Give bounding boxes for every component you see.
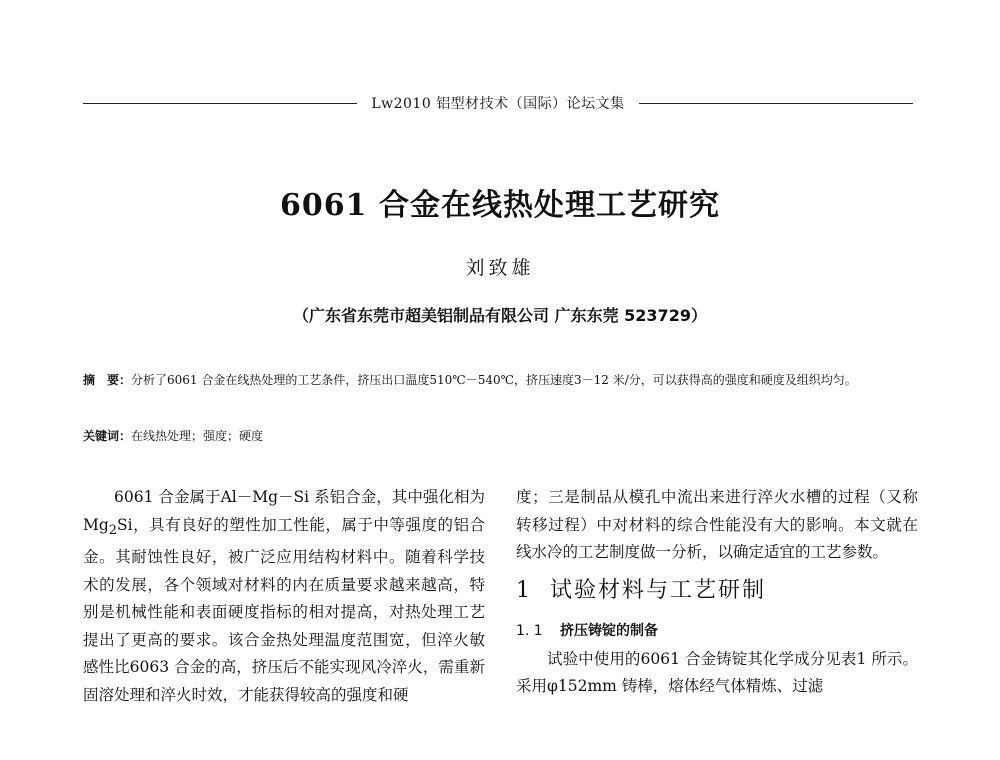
subsection-1-1-heading [516, 618, 918, 644]
header-rule-right [639, 103, 913, 104]
abstract [83, 369, 918, 392]
left-column [83, 484, 485, 709]
section-1-number: 1 [516, 577, 532, 603]
method-paragraph: 试验中使用的6061 合金铸锭其化学成分见表1 所示。采用φ152mm 铸棒，熔体经气体精炼、过滤 [516, 649, 918, 695]
intro-paragraph-continued: 度；三是制品从模孔中流出来进行淬火水槽的过程（又称转移过程）中对材料的综合性能没有大的影响。本文就在线水冷的工艺制度做一分析，以确定适宜的工艺参数。 [516, 488, 918, 561]
running-header [83, 92, 913, 114]
intro-text-rest: Si，具有良好的塑性加工性能，属于中等强度的铝合金。其耐蚀性良好，被广泛应用结构材料中。随着科学技术的发展，各个领域对材料的内在质量要求越来越高，特别是机械性能和表面硬度指标的相对提高，对热处理工艺提出了更高的要求。该合金热处理温度范围宽，但淬火敏感性比6063 合金的高，挤压后不能实现风冷淬火，需重新固溶处理和淬火时效，才能获得较高的强度和硬 [83, 515, 485, 704]
subscript-2: 2 [108, 522, 118, 538]
section-1-title: 试验材料与工艺研制 [550, 577, 767, 603]
keywords-label: 关键词： [83, 429, 132, 443]
abstract-text: 分析了6061 合金在线热处理的工艺条件，挤压出口温度510℃－540℃，挤压速度3－12 米/分，可以获得高的强度和硬度及组织均匀。 [131, 373, 857, 387]
subsection-1-1-number: 1. 1 [516, 622, 543, 639]
intro-paragraph [83, 484, 485, 709]
section-1-heading [516, 576, 918, 606]
author-affiliation: （广东省东莞市超美铝制品有限公司 广东东莞 523729） [293, 306, 707, 325]
author-name: 刘致雄 [465, 257, 535, 279]
right-column [516, 484, 918, 701]
subsection-1-1-title: 挤压铸锭的制备 [560, 622, 658, 639]
running-header-text: Lw2010 铝型材技术（国际）论坛文集 [371, 96, 625, 112]
keywords-text: 在线热处理；强度；硬度 [131, 429, 264, 443]
header-rule-left [83, 103, 357, 104]
keywords [83, 426, 918, 446]
abstract-label: 摘 要： [83, 373, 132, 387]
intro-text-start: 6061 合金属于Al－Mg－Si 系铝合金，其中强化相为Mg [83, 488, 485, 534]
paper-title: 6061 合金在线热处理工艺研究 [280, 188, 720, 223]
